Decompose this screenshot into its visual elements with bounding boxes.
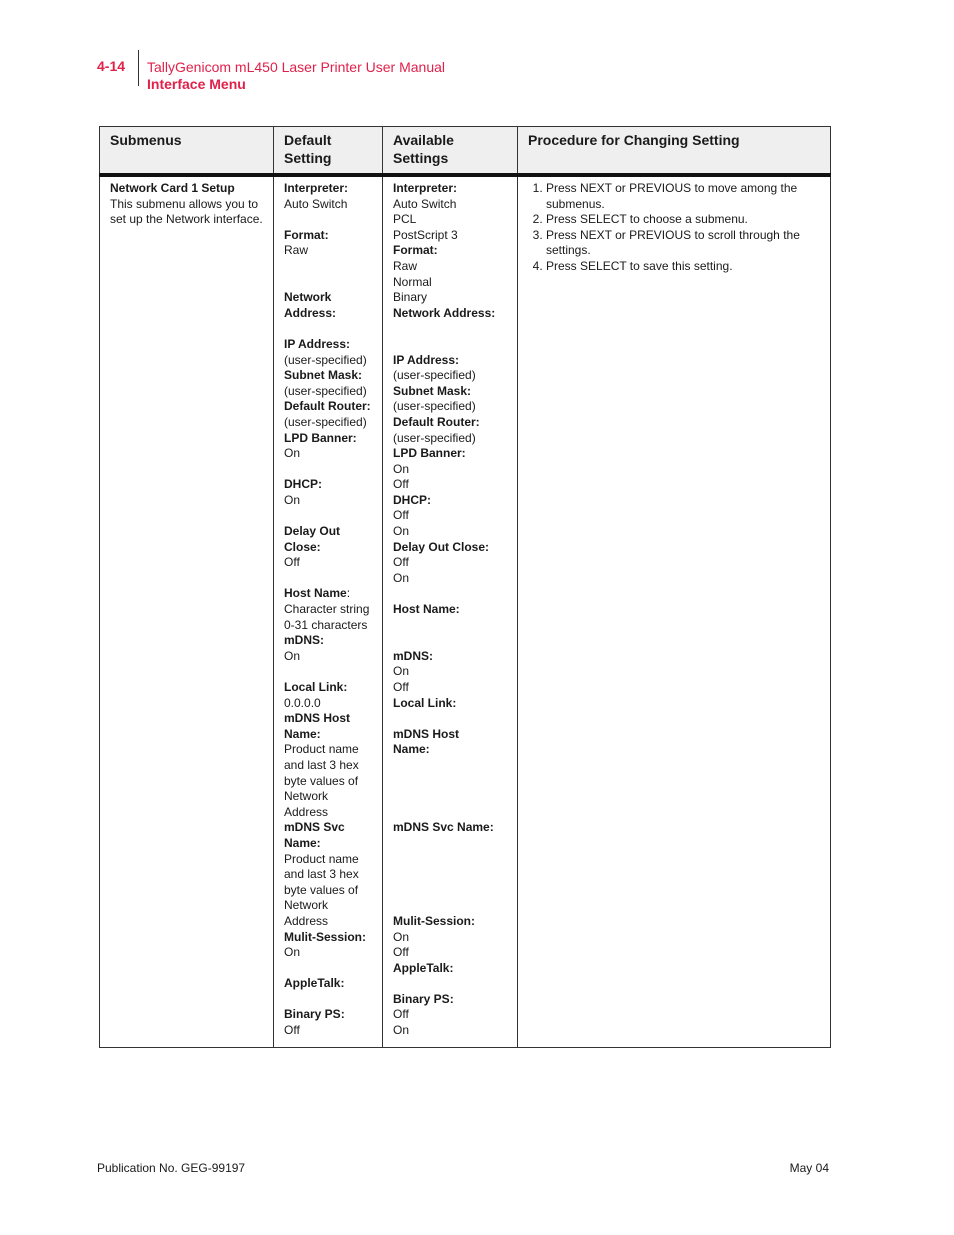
available-setting-text: On — [393, 929, 410, 944]
available-setting-text: Binary — [393, 290, 428, 305]
header-procedure — [518, 127, 831, 176]
default-setting-text: Name: — [284, 726, 321, 741]
default-setting-suffix: : — [346, 586, 351, 601]
available-setting-line — [393, 992, 507, 1008]
available-setting-text: LPD Banner: — [393, 446, 466, 461]
default-setting-line — [284, 618, 372, 634]
available-setting-line — [393, 852, 507, 868]
default-setting-line — [284, 306, 372, 322]
default-setting-line — [284, 555, 372, 571]
available-setting-text: AppleTalk: — [393, 960, 454, 975]
available-setting-text: On — [393, 664, 410, 679]
available-setting-text: Network Address: — [393, 305, 496, 320]
default-setting-text: Format: — [284, 227, 329, 242]
default-setting-text: byte values of — [284, 773, 359, 788]
submenu-description: This submenu allows you to set up the Network interface. — [110, 196, 263, 227]
available-setting-line — [393, 930, 507, 946]
available-setting-line — [393, 914, 507, 930]
available-setting-text: Subnet Mask: — [393, 383, 472, 398]
default-setting-line — [284, 820, 372, 836]
default-setting-text: Product name — [284, 851, 359, 866]
procedure-step: 3. Press NEXT or PREVIOUS to scroll through the settings. — [546, 228, 820, 259]
default-setting-line — [284, 696, 372, 712]
header-available-line1: Available — [393, 132, 454, 148]
available-setting-line — [393, 415, 507, 431]
default-setting-text: Subnet Mask: — [284, 368, 363, 383]
default-setting-text: DHCP: — [284, 477, 322, 492]
default-setting-text: Host Name — [284, 586, 347, 601]
default-setting-text: 0-31 characters — [284, 617, 368, 632]
manual-title: TallyGenicom mL450 Laser Printer User Manual — [147, 59, 446, 75]
default-setting-text: (user-specified) — [284, 383, 367, 398]
default-setting-line — [284, 727, 372, 743]
available-setting-line — [393, 368, 507, 384]
default-setting-line — [284, 228, 372, 244]
available-setting-line — [393, 805, 507, 821]
page-number: 4-14 — [97, 58, 126, 74]
default-setting-line — [284, 649, 372, 665]
available-setting-text: Local Link: — [393, 695, 457, 710]
default-setting-text: Off — [284, 1023, 300, 1038]
available-setting-text: PCL — [393, 212, 417, 227]
default-setting-line — [284, 711, 372, 727]
default-setting-line — [284, 961, 372, 977]
available-setting-line — [393, 275, 507, 291]
default-setting-line — [284, 399, 372, 415]
available-setting-line — [393, 774, 507, 790]
header-submenus-label: Submenus — [110, 132, 182, 148]
available-setting-line — [393, 508, 507, 524]
available-setting-line — [393, 321, 507, 337]
procedure-list — [528, 181, 820, 275]
available-setting-text: Off — [393, 555, 409, 570]
default-setting-text: Network Address — [284, 898, 329, 928]
default-setting-text: mDNS Svc — [284, 820, 345, 835]
default-setting-text: AppleTalk: — [284, 976, 345, 991]
available-setting-text: IP Address: — [393, 352, 460, 367]
header-default-setting — [274, 127, 383, 176]
default-setting-text: Network — [284, 290, 332, 305]
submenu-cell — [100, 175, 274, 1048]
default-setting-line — [284, 353, 372, 369]
available-setting-line — [393, 789, 507, 805]
available-setting-line — [393, 259, 507, 275]
available-setting-line — [393, 462, 507, 478]
procedure-step: 4. Press SELECT to save this setting. — [546, 259, 820, 275]
available-setting-line — [393, 555, 507, 571]
section-title: Interface Menu — [147, 76, 246, 92]
available-setting-line — [393, 883, 507, 899]
default-setting-text: Name: — [284, 835, 321, 850]
available-setting-line — [393, 571, 507, 587]
available-setting-text: (user-specified) — [393, 430, 476, 445]
available-setting-line — [393, 945, 507, 961]
available-setting-text: mDNS: — [393, 648, 434, 663]
available-setting-text: Delay Out Close: — [393, 539, 490, 554]
default-setting-line — [284, 477, 372, 493]
default-setting-text: Address: — [284, 305, 337, 320]
available-setting-text: DHCP: — [393, 492, 431, 507]
default-setting-line — [284, 508, 372, 524]
table-header-row — [100, 127, 831, 176]
available-setting-line — [393, 602, 507, 618]
default-setting-line — [284, 446, 372, 462]
available-setting-line — [393, 243, 507, 259]
available-setting-line — [393, 820, 507, 836]
header-submenus — [100, 127, 274, 176]
default-setting-text: Product name — [284, 742, 359, 757]
default-setting-line — [284, 867, 372, 883]
default-setting-line — [284, 602, 372, 618]
default-setting-line — [284, 836, 372, 852]
available-setting-text: Off — [393, 680, 409, 694]
default-setting-line — [284, 586, 372, 602]
publication-number: Publication No. GEG-99197 — [97, 1161, 246, 1175]
header-default-line1: Default — [284, 132, 332, 148]
default-setting-text: Default Router: — [284, 399, 371, 414]
procedure-step: 1. Press NEXT or PREVIOUS to move among the submenus. — [546, 181, 820, 212]
default-setting-text: Binary PS: — [284, 1007, 345, 1022]
available-setting-line — [393, 664, 507, 680]
available-setting-line — [393, 431, 507, 447]
available-setting-line — [393, 399, 507, 415]
header-available-line2: Settings — [393, 150, 449, 166]
default-setting-line — [284, 368, 372, 384]
available-setting-text: Host Name: — [393, 602, 460, 617]
default-setting-line — [284, 275, 372, 291]
available-setting-line — [393, 976, 507, 992]
default-setting-text: (user-specified) — [284, 414, 367, 429]
available-setting-text: Off — [393, 508, 409, 523]
available-setting-line — [393, 384, 507, 400]
default-setting-line — [284, 852, 372, 868]
default-setting-line — [284, 431, 372, 447]
default-setting-text: Mulit-Session: — [284, 929, 367, 944]
default-setting-line — [284, 571, 372, 587]
default-setting-line — [284, 992, 372, 1008]
available-setting-line — [393, 633, 507, 649]
available-setting-text: Normal — [393, 274, 432, 289]
available-setting-line — [393, 758, 507, 774]
available-setting-line — [393, 228, 507, 244]
available-setting-line — [393, 680, 507, 696]
available-setting-text: (user-specified) — [393, 368, 476, 383]
default-setting-line — [284, 243, 372, 259]
default-setting-text: mDNS: — [284, 633, 325, 648]
available-setting-line — [393, 742, 507, 758]
available-setting-line — [393, 306, 507, 322]
default-setting-line — [284, 1023, 372, 1039]
default-setting-line — [284, 1007, 372, 1023]
available-setting-line — [393, 493, 507, 509]
default-setting-line — [284, 197, 372, 213]
default-setting-text: (user-specified) — [284, 352, 367, 367]
default-setting-text: On — [284, 945, 301, 960]
available-setting-line — [393, 212, 507, 228]
default-setting-text: Delay Out — [284, 524, 341, 539]
available-setting-text: (user-specified) — [393, 399, 476, 414]
available-setting-line — [393, 696, 507, 712]
default-setting-text: On — [284, 492, 301, 507]
default-setting-line — [284, 789, 372, 820]
available-setting-line — [393, 836, 507, 852]
available-setting-line — [393, 867, 507, 883]
default-setting-text: byte values of — [284, 882, 359, 897]
available-setting-text: mDNS Host — [393, 726, 460, 741]
default-setting-line — [284, 742, 372, 758]
available-setting-text: Binary PS: — [393, 991, 454, 1006]
available-settings-cell — [383, 175, 518, 1048]
default-setting-text: Network Address — [284, 789, 329, 819]
available-setting-text: Raw — [393, 258, 418, 273]
default-setting-text: Local Link: — [284, 680, 348, 694]
available-setting-line — [393, 477, 507, 493]
default-setting-text: IP Address: — [284, 336, 351, 351]
default-setting-line — [284, 758, 372, 774]
header-available-settings — [383, 127, 518, 176]
available-setting-text: mDNS Svc Name: — [393, 820, 494, 835]
available-setting-line — [393, 727, 507, 743]
available-setting-text: Format: — [393, 243, 438, 258]
default-setting-line — [284, 930, 372, 946]
default-setting-line — [284, 883, 372, 899]
default-setting-text: Interpreter: — [284, 181, 349, 195]
interface-menu-table — [99, 126, 831, 1048]
available-setting-line — [393, 197, 507, 213]
default-setting-line — [284, 259, 372, 275]
available-setting-text: Name: — [393, 742, 430, 757]
available-setting-line — [393, 1007, 507, 1023]
procedure-cell — [518, 175, 831, 1048]
default-setting-line — [284, 540, 372, 556]
default-setting-cell — [274, 175, 383, 1048]
available-setting-text: On — [393, 461, 410, 476]
default-setting-line — [284, 337, 372, 353]
available-setting-text: Off — [393, 1007, 409, 1022]
default-setting-text: Auto Switch — [284, 196, 348, 211]
default-setting-text: mDNS Host — [284, 711, 351, 726]
default-setting-line — [284, 680, 372, 696]
available-setting-line — [393, 1023, 507, 1039]
header-procedure-label: Procedure for Changing Setting — [528, 132, 740, 148]
default-setting-line — [284, 321, 372, 337]
available-setting-text: PostScript 3 — [393, 227, 458, 242]
available-setting-line — [393, 540, 507, 556]
default-setting-line — [284, 384, 372, 400]
default-setting-line — [284, 212, 372, 228]
available-setting-text: On — [393, 570, 410, 585]
available-setting-line — [393, 337, 507, 353]
available-setting-line — [393, 711, 507, 727]
available-setting-text: Interpreter: — [393, 181, 458, 195]
default-setting-line — [284, 664, 372, 680]
available-setting-line — [393, 353, 507, 369]
default-setting-line — [284, 493, 372, 509]
default-setting-line — [284, 774, 372, 790]
default-setting-line — [284, 524, 372, 540]
procedure-step: 2. Press SELECT to choose a submenu. — [546, 212, 820, 228]
available-setting-text: On — [393, 1023, 410, 1038]
default-setting-line — [284, 181, 372, 197]
default-setting-text: Character string — [284, 602, 370, 617]
default-setting-text: and last 3 hex — [284, 867, 359, 882]
default-setting-line — [284, 290, 372, 306]
default-setting-text: Close: — [284, 539, 321, 554]
available-setting-line — [393, 181, 507, 197]
available-setting-line — [393, 618, 507, 634]
available-setting-line — [393, 446, 507, 462]
default-setting-line — [284, 945, 372, 961]
available-setting-line — [393, 586, 507, 602]
default-setting-line — [284, 462, 372, 478]
default-setting-text: On — [284, 446, 301, 461]
default-setting-line — [284, 976, 372, 992]
available-setting-text: Default Router: — [393, 414, 480, 429]
default-setting-text: Off — [284, 555, 300, 570]
available-setting-line — [393, 290, 507, 306]
default-setting-text: 0.0.0.0 — [284, 695, 321, 710]
submenu-name: Network Card 1 Setup — [110, 181, 235, 195]
header-default-line2: Setting — [284, 150, 332, 166]
default-setting-line — [284, 633, 372, 649]
available-setting-text: Off — [393, 477, 409, 492]
available-setting-text: Mulit-Session: — [393, 913, 476, 928]
default-setting-line — [284, 898, 372, 929]
available-setting-text: Off — [393, 945, 409, 960]
default-setting-text: Raw — [284, 243, 309, 258]
available-setting-line — [393, 524, 507, 540]
available-setting-text: Auto Switch — [393, 196, 457, 211]
available-setting-line — [393, 649, 507, 665]
available-setting-text: On — [393, 524, 410, 539]
default-setting-text: LPD Banner: — [284, 430, 357, 445]
available-setting-line — [393, 961, 507, 977]
publication-date: May 04 — [789, 1161, 829, 1175]
table-row — [100, 175, 831, 1048]
header-divider — [138, 50, 139, 86]
default-setting-line — [284, 415, 372, 431]
default-setting-text: On — [284, 648, 301, 663]
default-setting-text: and last 3 hex — [284, 757, 359, 772]
available-setting-line — [393, 898, 507, 914]
